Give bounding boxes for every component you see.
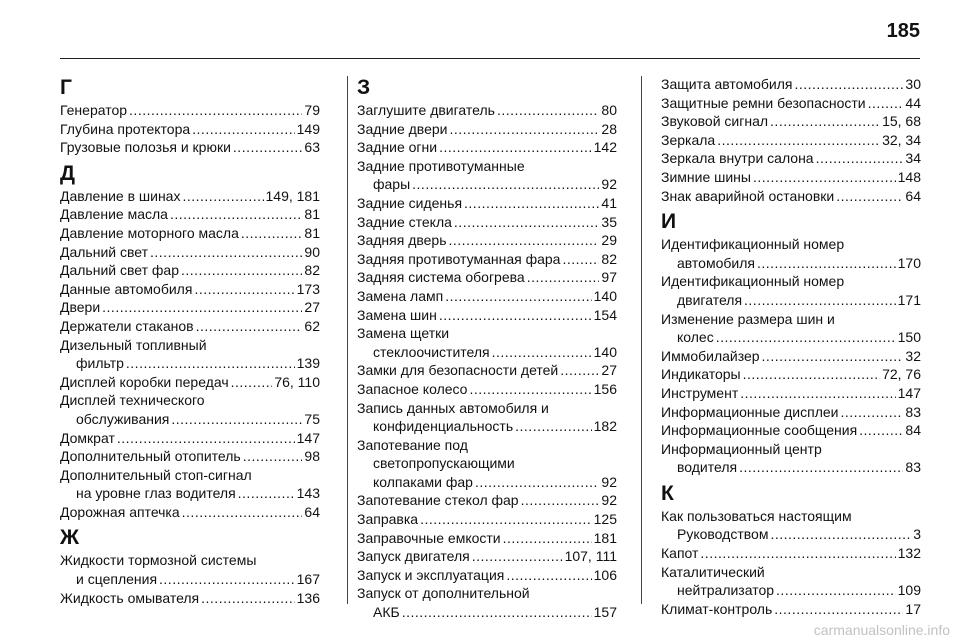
- entry-term: Давление в шинах: [60, 187, 181, 204]
- entry-page-ref[interactable]: 29: [601, 232, 617, 249]
- entry-term: Иммобилайзер: [661, 347, 760, 364]
- index-entry[interactable]: [357, 529, 617, 548]
- entry-page-ref[interactable]: 150: [897, 329, 921, 346]
- leader-dots: [497, 101, 599, 120]
- index-entry[interactable]: [661, 187, 921, 206]
- index-entry[interactable]: [661, 365, 921, 384]
- entry-term: Идентификационный номер: [661, 236, 845, 253]
- entry-term: Дополнительный стоп-сигнал: [60, 466, 252, 483]
- index-entry[interactable]: [357, 566, 617, 585]
- index-entry[interactable]: [60, 317, 320, 336]
- entry-page-ref[interactable]: 27: [601, 362, 617, 379]
- leader-dots: [744, 291, 896, 310]
- entry-page-ref[interactable]: 173: [296, 280, 320, 297]
- entry-term: Давление масла: [60, 206, 168, 223]
- index-entry[interactable]: [661, 507, 921, 544]
- index-entry[interactable]: [60, 261, 320, 280]
- entry-page-ref[interactable]: 41: [601, 194, 617, 211]
- entry-page-ref[interactable]: 75: [304, 410, 320, 427]
- entry-term: Дополнительный отопитель: [60, 448, 241, 465]
- entry-page-ref[interactable]: 81: [304, 206, 320, 223]
- index-entry[interactable]: [357, 157, 617, 194]
- index-entry[interactable]: [60, 101, 320, 120]
- leader-dots: [182, 187, 263, 206]
- entry-page-ref[interactable]: 17: [905, 600, 921, 617]
- entry-page-ref[interactable]: 147: [296, 429, 320, 446]
- entry-page-ref[interactable]: 181: [593, 529, 617, 546]
- entry-term: Запасное колесо: [357, 380, 468, 397]
- leader-dots: [412, 175, 599, 194]
- entry-term: стеклоочистителя: [373, 343, 490, 360]
- leader-dots: [194, 280, 294, 299]
- entry-term: Звуковой сигнал: [661, 113, 769, 130]
- entry-term: Климат-контроль: [661, 600, 773, 617]
- index-entry[interactable]: [60, 205, 320, 224]
- entry-page-ref[interactable]: 80: [601, 102, 617, 118]
- entry-term: Информационные сообщения: [661, 422, 858, 439]
- entry-term: Двери: [60, 299, 101, 316]
- leader-dots: [859, 421, 903, 440]
- index-column-2: [357, 75, 617, 622]
- leader-dots: [243, 447, 303, 466]
- section-letter: К: [661, 481, 674, 505]
- index-entry[interactable]: [60, 120, 320, 139]
- index-entry[interactable]: [357, 120, 617, 139]
- leader-dots: [454, 213, 600, 232]
- leader-dots: [527, 268, 600, 287]
- entry-term: на уровне глаз водителя: [76, 485, 236, 502]
- leader-dots: [717, 131, 880, 150]
- index-column-3: [661, 75, 921, 618]
- index-entry[interactable]: [60, 224, 320, 243]
- index-entry[interactable]: [60, 243, 320, 262]
- entry-page-ref[interactable]: 64: [304, 503, 320, 520]
- entry-term: Задние огни: [357, 139, 438, 156]
- entry-page-ref[interactable]: 98: [304, 448, 320, 465]
- entry-page-ref[interactable]: 140: [593, 343, 617, 360]
- index-entry[interactable]: [60, 429, 320, 448]
- index-entry[interactable]: [357, 231, 617, 250]
- leader-dots: [402, 603, 592, 622]
- section-letter: Ж: [60, 526, 79, 550]
- entry-term: Запись данных автомобиля и: [357, 399, 549, 416]
- index-entry[interactable]: [661, 149, 921, 168]
- index-entry[interactable]: [661, 563, 921, 600]
- leader-dots: [464, 194, 599, 213]
- entry-page-ref[interactable]: 82: [304, 262, 320, 279]
- entry-term: Генератор: [60, 102, 128, 118]
- entry-term: Капот: [661, 545, 699, 562]
- index-entry[interactable]: [357, 324, 617, 361]
- index-entry[interactable]: [661, 75, 921, 94]
- index-entry[interactable]: [661, 272, 921, 309]
- entry-term: Зеркала внутри салона: [661, 150, 814, 167]
- leader-dots: [181, 261, 302, 280]
- leader-dots: [506, 566, 591, 585]
- entry-term: Давление моторного масла: [60, 224, 239, 241]
- entry-term: обслуживания: [76, 410, 170, 427]
- entry-page-ref[interactable]: 97: [601, 269, 617, 286]
- column-divider-2: [641, 76, 642, 604]
- entry-page-ref[interactable]: 109: [897, 582, 921, 599]
- entry-page-ref[interactable]: 28: [601, 120, 617, 137]
- entry-page-ref[interactable]: 81: [304, 224, 320, 241]
- leader-dots: [171, 410, 302, 429]
- entry-page-ref[interactable]: 63: [304, 139, 320, 156]
- entry-page-ref[interactable]: 140: [593, 287, 617, 304]
- entry-term: нейтрализатор: [677, 582, 775, 599]
- entry-page-ref[interactable]: 167: [296, 571, 320, 588]
- leader-dots: [762, 347, 904, 366]
- entry-term: Замена щетки: [357, 325, 450, 342]
- leader-dots: [469, 380, 591, 399]
- leader-dots: [117, 429, 295, 448]
- leader-dots: [241, 224, 303, 243]
- leader-dots: [840, 403, 903, 422]
- index-entry[interactable]: [60, 447, 320, 466]
- index-column-1: [60, 75, 320, 607]
- entry-term: Задние стекла: [357, 213, 452, 230]
- entry-term: Информационные дисплеи: [661, 403, 839, 420]
- leader-dots: [753, 168, 896, 187]
- entry-term: Изменение размера шин и: [661, 310, 835, 327]
- entry-page-ref[interactable]: 170: [897, 254, 921, 271]
- index-entry[interactable]: [60, 298, 320, 317]
- entry-term: Дисплей технического: [60, 392, 205, 409]
- entry-term: Домкрат: [60, 429, 115, 446]
- entry-term: Запуск двигателя: [357, 548, 470, 565]
- entry-term: фильтр: [76, 355, 124, 372]
- entry-page-ref[interactable]: 32, 34: [882, 131, 921, 148]
- entry-page-ref[interactable]: 79: [304, 102, 320, 118]
- entry-term: Задняя противотуманная фара: [357, 250, 561, 267]
- entry-term: Зеркала: [661, 131, 716, 148]
- entry-term: фары: [373, 176, 411, 193]
- entry-page-ref[interactable]: 143: [296, 485, 320, 502]
- index-entry[interactable]: [357, 287, 617, 306]
- entry-term: Дизельный топливный: [60, 336, 207, 353]
- entry-page-ref[interactable]: 157: [593, 604, 617, 621]
- index-entry[interactable]: [60, 551, 320, 588]
- entry-term: автомобиля: [677, 254, 755, 271]
- entry-page-ref[interactable]: 154: [593, 306, 617, 323]
- leader-dots: [439, 138, 592, 157]
- leader-dots: [449, 231, 600, 250]
- entry-page-ref[interactable]: 171: [897, 291, 921, 308]
- leader-dots: [159, 570, 295, 589]
- index-entry[interactable]: [357, 399, 617, 436]
- index-entry[interactable]: [661, 600, 921, 619]
- index-entry[interactable]: [60, 373, 320, 392]
- entry-page-ref[interactable]: 125: [593, 511, 617, 528]
- leader-dots: [126, 354, 295, 373]
- leader-dots: [472, 547, 563, 566]
- index-entry[interactable]: [661, 347, 921, 366]
- index-entry[interactable]: [60, 391, 320, 428]
- leader-dots: [774, 600, 903, 619]
- entry-term: Заправка: [357, 511, 419, 528]
- entry-term: конфиденциальность: [373, 418, 514, 435]
- entry-page-ref[interactable]: 62: [304, 317, 320, 334]
- leader-dots: [770, 525, 911, 544]
- index-entry[interactable]: [661, 112, 921, 131]
- entry-term: АКБ: [373, 604, 400, 621]
- leader-dots: [102, 298, 302, 317]
- page-number: 185: [886, 20, 920, 42]
- leader-dots: [743, 365, 880, 384]
- leader-dots: [700, 544, 895, 563]
- index-entry[interactable]: [661, 310, 921, 347]
- entry-page-ref[interactable]: 149: [296, 120, 320, 137]
- entry-term: Как пользоваться настоящим: [661, 507, 852, 524]
- leader-dots: [794, 75, 903, 94]
- index-entry[interactable]: [661, 168, 921, 187]
- index-entry[interactable]: [661, 403, 921, 422]
- header-rule: [60, 58, 920, 59]
- entry-page-ref[interactable]: 136: [296, 589, 320, 606]
- entry-term: Задние противотуманные: [357, 157, 525, 174]
- entry-page-ref[interactable]: 84: [905, 422, 921, 439]
- entry-page-ref[interactable]: 35: [601, 213, 617, 230]
- entry-term: водителя: [677, 459, 738, 476]
- entry-term: Запотевание стекол фар: [357, 492, 519, 509]
- index-entry[interactable]: [661, 544, 921, 563]
- section-letter: Д: [60, 161, 75, 185]
- entry-page-ref[interactable]: 72, 76: [882, 366, 921, 383]
- entry-page-ref[interactable]: 132: [897, 545, 921, 562]
- index-entry[interactable]: [357, 250, 617, 269]
- section-letter: З: [357, 76, 371, 99]
- section-letter: Г: [60, 76, 72, 99]
- index-entry[interactable]: [60, 466, 320, 503]
- entry-term: Дальний свет: [60, 243, 149, 260]
- index-entry[interactable]: [357, 361, 617, 380]
- entry-term: Дисплей коробки передач: [60, 373, 229, 390]
- entry-term: Дорожная аптечка: [60, 503, 180, 520]
- index-entry[interactable]: [357, 268, 617, 287]
- index-entry[interactable]: [60, 138, 320, 157]
- watermark: carmanualsonline.info: [813, 622, 950, 638]
- entry-term: светопропускающими: [373, 455, 515, 472]
- entry-page-ref[interactable]: 83: [905, 459, 921, 476]
- leader-dots: [129, 101, 302, 120]
- entry-page-ref[interactable]: 76, 110: [274, 373, 320, 390]
- index-entry[interactable]: [60, 503, 320, 522]
- leader-dots: [192, 120, 294, 139]
- leader-dots: [739, 458, 903, 477]
- leader-dots: [836, 187, 903, 206]
- index-entry[interactable]: [661, 440, 921, 477]
- index-entry[interactable]: [60, 187, 320, 206]
- entry-term: Данные автомобиля: [60, 280, 193, 297]
- index-entry[interactable]: [357, 510, 617, 529]
- index-entry[interactable]: [357, 436, 617, 492]
- entry-page-ref[interactable]: 15, 68: [882, 113, 921, 130]
- leader-dots: [196, 317, 303, 336]
- entry-term: Задние сиденья: [357, 194, 463, 211]
- entry-page-ref[interactable]: 106: [593, 566, 617, 583]
- entry-term: Замки для безопасности детей: [357, 362, 559, 379]
- entry-page-ref[interactable]: 82: [601, 250, 617, 267]
- leader-dots: [757, 254, 896, 273]
- index-entry[interactable]: [357, 213, 617, 232]
- leader-dots: [503, 529, 592, 548]
- entry-term: Задние двери: [357, 120, 448, 137]
- entry-term: Знак аварийной остановки: [661, 187, 835, 204]
- entry-page-ref[interactable]: 44: [905, 94, 921, 111]
- leader-dots: [420, 510, 592, 529]
- index-entry[interactable]: [661, 94, 921, 113]
- entry-page-ref[interactable]: 156: [593, 380, 617, 397]
- leader-dots: [521, 491, 600, 510]
- entry-term: Защита автомобиля: [661, 76, 793, 92]
- entry-page-ref[interactable]: 92: [601, 473, 617, 490]
- leader-dots: [201, 589, 295, 608]
- entry-term: Глубина протектора: [60, 120, 191, 137]
- index-entry[interactable]: [357, 380, 617, 399]
- leader-dots: [868, 94, 904, 113]
- entry-page-ref[interactable]: 107, 111: [564, 548, 617, 565]
- entry-page-ref[interactable]: 92: [601, 176, 617, 193]
- entry-term: и сцепления: [76, 571, 158, 588]
- index-entry[interactable]: [661, 131, 921, 150]
- index-entry[interactable]: [60, 336, 320, 373]
- leader-dots: [182, 503, 303, 522]
- entry-term: Зимние шины: [661, 168, 751, 185]
- entry-term: Запуск и эксплуатация: [357, 566, 505, 583]
- entry-term: колпаками фар: [373, 473, 473, 490]
- leader-dots: [560, 361, 599, 380]
- leader-dots: [776, 581, 896, 600]
- entry-term: Информационный центр: [661, 440, 822, 457]
- entry-page-ref[interactable]: 83: [905, 403, 921, 420]
- leader-dots: [238, 484, 295, 503]
- entry-term: Руководством: [677, 526, 769, 543]
- entry-page-ref[interactable]: 3: [913, 526, 921, 543]
- leader-dots: [233, 138, 303, 157]
- index-entry[interactable]: [60, 589, 320, 608]
- entry-page-ref[interactable]: 30: [905, 76, 921, 92]
- entry-page-ref[interactable]: 34: [905, 150, 921, 167]
- entry-term: Идентификационный номер: [661, 273, 845, 290]
- entry-page-ref[interactable]: 147: [897, 384, 921, 401]
- entry-term: Грузовые полозья и крюки: [60, 139, 231, 156]
- index-entry[interactable]: [357, 138, 617, 157]
- leader-dots: [475, 473, 599, 492]
- entry-term: Замена ламп: [357, 287, 444, 304]
- entry-page-ref[interactable]: 148: [897, 168, 921, 185]
- entry-term: Запуск от дополнительной: [357, 585, 530, 602]
- entry-page-ref[interactable]: 139: [296, 355, 320, 372]
- leader-dots: [716, 328, 896, 347]
- entry-term: Запотевание под: [357, 436, 468, 453]
- entry-term: Индикаторы: [661, 366, 741, 383]
- index-entry[interactable]: [60, 280, 320, 299]
- entry-term: Задняя система обогрева: [357, 269, 525, 286]
- index-entry[interactable]: [357, 306, 617, 325]
- entry-page-ref[interactable]: 142: [593, 139, 617, 156]
- leader-dots: [449, 120, 599, 139]
- leader-dots: [492, 343, 592, 362]
- leader-dots: [515, 417, 592, 436]
- index-entry[interactable]: [357, 584, 617, 621]
- entry-term: Задняя дверь: [357, 232, 447, 249]
- entry-page-ref[interactable]: 182: [593, 418, 617, 435]
- leader-dots: [439, 306, 592, 325]
- column-divider-1: [347, 76, 348, 604]
- leader-dots: [562, 250, 599, 269]
- entry-term: Защитные ремни безопасности: [661, 94, 866, 111]
- entry-page-ref[interactable]: 92: [601, 492, 617, 509]
- index-entry[interactable]: [661, 384, 921, 403]
- entry-page-ref[interactable]: 149, 181: [265, 187, 320, 204]
- leader-dots: [740, 384, 895, 403]
- entry-page-ref[interactable]: 27: [304, 299, 320, 316]
- leader-dots: [170, 205, 302, 224]
- entry-term: Заглушите двигатель: [357, 102, 495, 118]
- leader-dots: [150, 243, 302, 262]
- entry-term: Жидкости тормозной системы: [60, 552, 257, 569]
- leader-dots: [231, 373, 273, 392]
- entry-term: Замена шин: [357, 306, 437, 323]
- section-letter: И: [661, 210, 677, 234]
- index-entry[interactable]: [357, 194, 617, 213]
- entry-term: Каталитический: [661, 563, 765, 580]
- entry-term: Инструмент: [661, 384, 739, 401]
- entry-page-ref[interactable]: 32: [905, 347, 921, 364]
- index-entry[interactable]: [357, 547, 617, 566]
- entry-term: Держатели стаканов: [60, 317, 194, 334]
- entry-term: Заправочные емкости: [357, 529, 501, 546]
- entry-term: двигателя: [677, 291, 743, 308]
- leader-dots: [770, 112, 880, 131]
- index-entry[interactable]: [357, 491, 617, 510]
- leader-dots: [445, 287, 591, 306]
- index-entry[interactable]: [661, 421, 921, 440]
- entry-term: Жидкость омывателя: [60, 589, 200, 606]
- index-entry[interactable]: [357, 101, 617, 120]
- entry-term: колес: [677, 329, 714, 346]
- leader-dots: [816, 149, 904, 168]
- entry-term: Дальний свет фар: [60, 262, 179, 279]
- entry-page-ref[interactable]: 90: [304, 243, 320, 260]
- entry-page-ref[interactable]: 64: [905, 187, 921, 204]
- index-entry[interactable]: [661, 235, 921, 272]
